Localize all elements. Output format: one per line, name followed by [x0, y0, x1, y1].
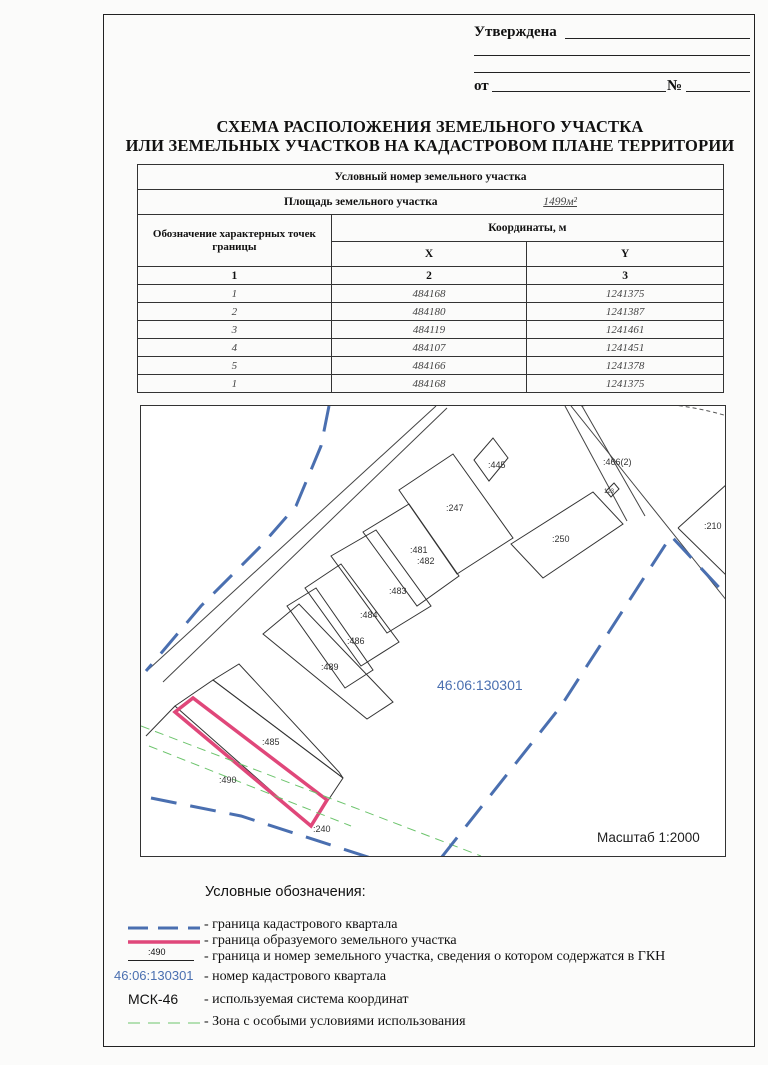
col-num-2: 2 [331, 267, 527, 285]
y-cell: 1241461 [527, 321, 724, 339]
cadastral-map [140, 405, 726, 857]
map-drawing [141, 406, 726, 857]
number-label: № [667, 78, 683, 94]
scale-label: Масштаб 1:2000 [597, 830, 700, 845]
number-line [686, 91, 750, 92]
table-row [138, 321, 724, 339]
x-cell: 484119 [331, 321, 527, 339]
parcel-label: :250 [552, 534, 570, 544]
legend-item-text: - Зона с особыми условиями использования [204, 1014, 466, 1029]
parcel-481 [363, 504, 459, 606]
x-cell: 484107 [331, 339, 527, 357]
y-cell: 1241378 [527, 357, 724, 375]
point-cell: 1 [138, 285, 332, 303]
parcel-label: :210 [704, 521, 722, 531]
special-zone-symbol [126, 1019, 202, 1027]
parcel-label: :466(2) [603, 457, 632, 467]
point-cell: 5 [138, 357, 332, 375]
parcel-label: :490 [219, 775, 237, 785]
top-contour [581, 406, 726, 416]
quarter-border-symbol [126, 922, 202, 934]
parcel-border-symbol [128, 960, 194, 961]
parcel-label: :240 [313, 824, 331, 834]
y-cell: 1241387 [527, 303, 724, 321]
x-header: X [331, 242, 527, 267]
y-cell: 1241375 [527, 375, 724, 393]
parcel-label: :445 [488, 460, 506, 470]
y-cell: 1241451 [527, 339, 724, 357]
coords-header: Координаты, м [331, 215, 723, 242]
quarter-number-label: 46:06:130301 [437, 677, 523, 693]
from-label: от [474, 78, 489, 94]
coordinates-table [137, 164, 724, 393]
y-header: Y [527, 242, 724, 267]
document-title-line1: СХЕМА РАСПОЛОЖЕНИЯ ЗЕМЕЛЬНОГО УЧАСТКА [216, 117, 644, 136]
legend-item-text: - граница образуемого земельного участка [204, 933, 457, 948]
col-num-3: 3 [527, 267, 724, 285]
legend-item-text: - граница кадастрового квартала [204, 917, 398, 932]
coordinate-system-symbol: МСК-46 [128, 991, 179, 1007]
table-row [138, 375, 724, 393]
legend-item-text: - используемая система координат [204, 992, 409, 1007]
table-row [138, 357, 724, 375]
special-zone-line [149, 746, 351, 826]
document-title-line2: ИЛИ ЗЕМЕЛЬНЫХ УЧАСТКОВ НА КАДАСТРОВОМ ПЛАНЕ ТЕРРИТОРИИ [125, 136, 735, 155]
parcel-label: :485 [262, 737, 280, 747]
quarter-border [146, 406, 329, 671]
parcel-number-symbol: :490 [148, 947, 166, 957]
parcel-label: :247 [446, 503, 464, 513]
point-cell: 4 [138, 339, 332, 357]
legend-item-text: - номер кадастрового квартала [204, 969, 387, 984]
parcel-label: 123 [604, 489, 615, 495]
point-cell: 1 [138, 375, 332, 393]
date-line [492, 91, 666, 92]
table-row [138, 303, 724, 321]
parcel-label: :481 [410, 545, 428, 555]
new-parcel-symbol [126, 937, 202, 947]
table-row [138, 339, 724, 357]
legend-item-text: - граница и номер земельного участка, сведения о котором содержатся в ГКН [204, 949, 666, 964]
special-zone-line [141, 726, 481, 856]
y-cell: 1241375 [527, 285, 724, 303]
parcel-label: :482 [417, 556, 435, 566]
parcel-label: :484 [360, 610, 378, 620]
parcel-label: :483 [389, 586, 407, 596]
conditional-number-label: Условный номер земельного участка [138, 165, 724, 190]
area-value: 1499м² [543, 196, 577, 208]
points-header: Обозначение характерных точек границы [138, 215, 332, 267]
x-cell: 484180 [331, 303, 527, 321]
col-num-1: 1 [138, 267, 332, 285]
parcel-edge [146, 706, 175, 736]
area-label: Площадь земельного участка [284, 196, 438, 208]
approved-line-3 [474, 72, 750, 73]
parcel-label: :486 [347, 636, 365, 646]
quarter-number-symbol: 46:06:130301 [114, 968, 194, 983]
area-row [138, 190, 724, 215]
road-edge [163, 408, 447, 682]
point-cell: 3 [138, 321, 332, 339]
quarter-border [151, 798, 371, 857]
approved-label: Утверждена [474, 24, 557, 40]
parcel-label: :489 [321, 662, 339, 672]
legend-heading: Условные обозначения: [205, 884, 366, 900]
x-cell: 484166 [331, 357, 527, 375]
point-cell: 2 [138, 303, 332, 321]
approved-line-2 [474, 55, 750, 56]
x-cell: 484168 [331, 285, 527, 303]
quarter-border [441, 536, 726, 857]
approved-signature-line [565, 38, 750, 39]
table-row [138, 285, 724, 303]
x-cell: 484168 [331, 375, 527, 393]
